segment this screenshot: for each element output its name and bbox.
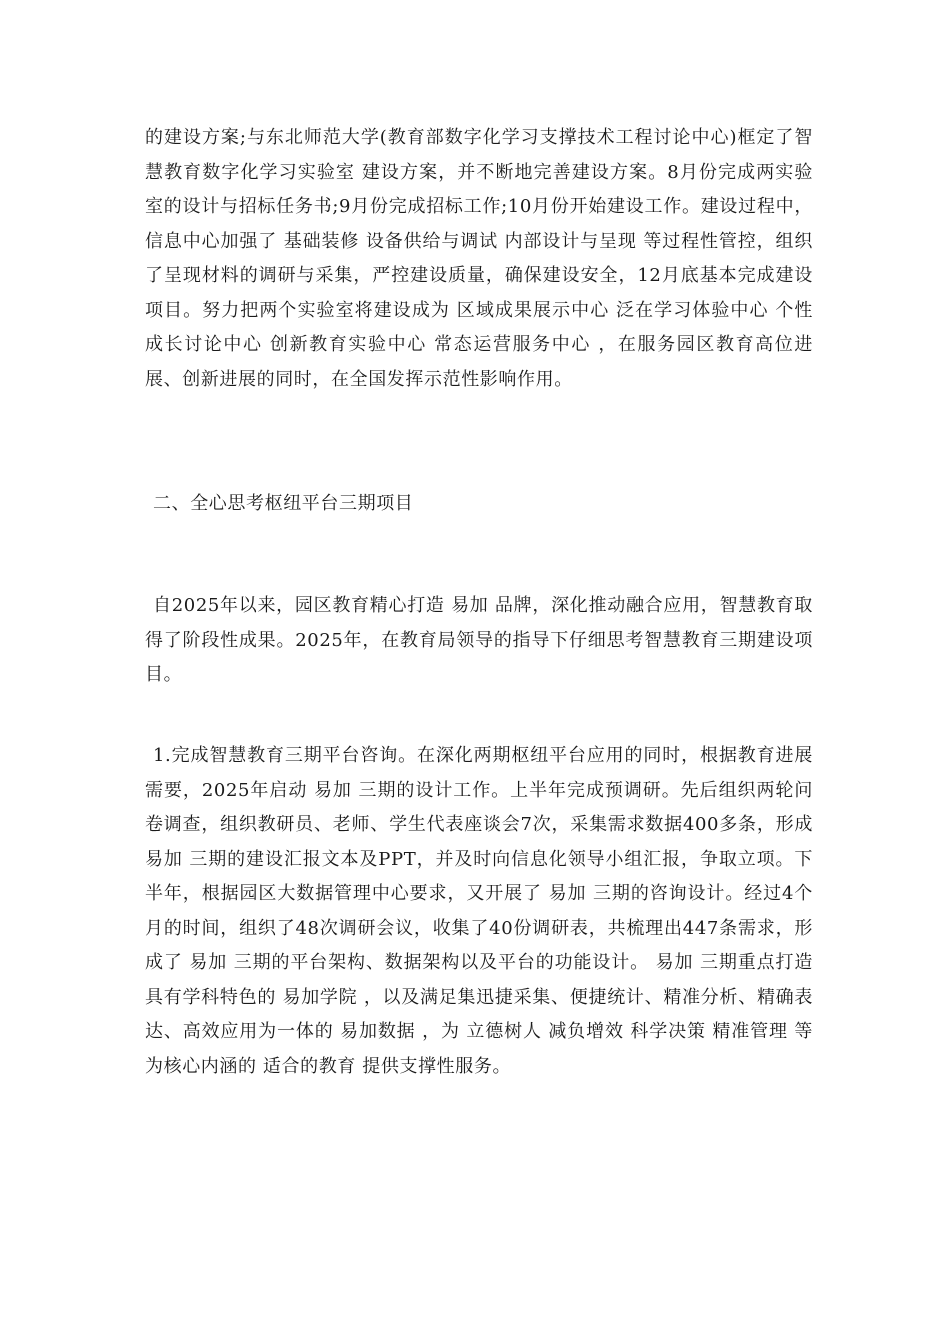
section-heading: 二、全心思考枢纽平台三期项目	[153, 493, 414, 514]
paragraph-construction-plan: 的建设方案;与东北师范大学(教育部数字化学习支撑技术工程讨论中心)框定了智慧教育数字化学习实验室 建设方案，并不断地完善建设方案。8月份完成两实验室的设计与招标任务书;9月份完成招标工作;10月份开始建设工作。建设过程中，信息中心加强了 基础装修 设备供给与调试 内部设计与呈现 等过程性管控，组织了呈现材料的调研与采集，严控建设质量，确保建设安全，12月底基本完成建设项目。努力把两个实验室将建设成为 区域成果展示中心 泛在学习体验中心 个性成长讨论中心 创新教育实验中心 常态运营服务中心 ，在服务园区教育高位进展、创新进展的同时，在全国发挥示范性影响作用。	[145, 127, 813, 390]
paragraph-phase-three-consulting: 1.完成智慧教育三期平台咨询。在深化两期枢纽平台应用的同时，根据教育进展需要，2025年启动 易加 三期的设计工作。上半年完成预调研。先后组织两轮问卷调查，组织教研员、老师、学生代表座谈会7次，采集需求数据400多条，形成 易加 三期的建设汇报文本及PPT，并及时向信息化领导小组汇报，争取立项。下半年，根据园区大数据管理中心要求，又开展了 易加 三期的咨询设计。经过4个月的时间，组织了48次调研会议，收集了40份调研表，共梳理出447条需求，形成了 易加 三期的平台架构、数据架构以及平台的功能设计。 易加 三期重点打造具有学科特色的 易加学院 ，以及满足集迅捷采集、便捷统计、精准分析、精确表达、高效应用为一体的 易加数据 ，为 立德树人 减负增效 科学决策 精准管理 等为核心内涵的 适合的教育 提供支撑性服务。	[145, 745, 813, 1077]
paragraph-yijia-brand: 自2025年以来，园区教育精心打造 易加 品牌，深化推动融合应用，智慧教育取得了阶段性成果。2025年，在教育局领导的指导下仔细思考智慧教育三期建设项目。	[145, 595, 813, 685]
